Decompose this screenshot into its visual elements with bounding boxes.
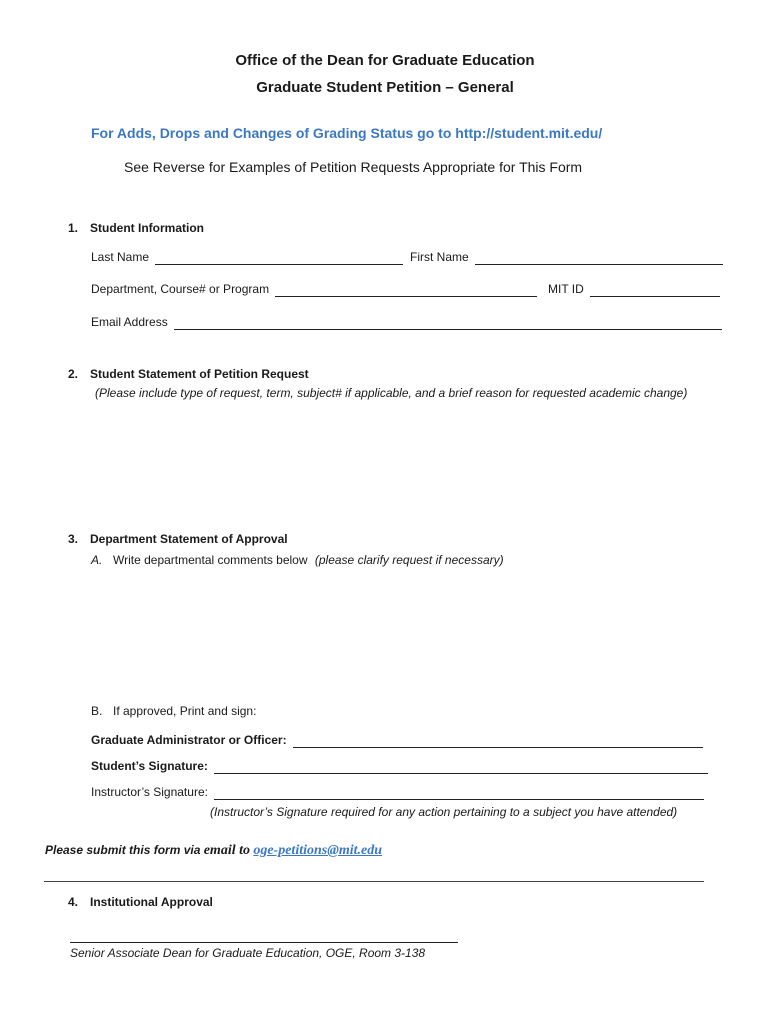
email-label: Email Address [91, 315, 168, 329]
section-1-heading [68, 221, 204, 235]
section-2-number: 2. [68, 367, 79, 381]
first-name-label: First Name [410, 250, 469, 264]
section-2-instructions: (Please include type of request, term, subject# if applicable, and a brief reason for requested academic change) [95, 386, 688, 400]
instructor-signature-field[interactable] [214, 786, 704, 800]
section-3-title: Department Statement of Approval [90, 532, 288, 546]
instructor-signature-label: Instructor’s Signature: [91, 785, 208, 799]
section-1-title: Student Information [90, 221, 204, 235]
student-signature-label: Student’s Signature: [91, 759, 208, 773]
department-comments-textarea[interactable] [91, 574, 725, 698]
submit-instructions [45, 843, 382, 859]
adds-drops-notice[interactable]: For Adds, Drops and Changes of Grading Status go to http://student.mit.edu/ [91, 125, 603, 141]
grad-admin-label: Graduate Administrator or Officer: [91, 733, 287, 747]
dean-signer-caption: Senior Associate Dean for Graduate Education, OGE, Room 3-138 [70, 946, 426, 960]
section-2-heading [68, 367, 309, 381]
student-signature-field[interactable] [214, 760, 708, 774]
section-3a-text: Write departmental comments below [113, 553, 308, 567]
section-3b-label: B. [91, 704, 103, 718]
form-title: Office of the Dean for Graduate Education [235, 52, 535, 69]
section-3a-row [91, 553, 504, 567]
dean-signature-line[interactable] [70, 942, 458, 943]
mit-id-field[interactable] [590, 283, 720, 297]
see-reverse-note: See Reverse for Examples of Petition Requests Appropriate for This Form [124, 159, 583, 175]
section-3a-label: A. [91, 553, 103, 567]
mit-id-label: MIT ID [548, 282, 584, 296]
petition-statement-textarea[interactable] [91, 406, 725, 522]
mit-id-row [548, 282, 720, 297]
email-field[interactable] [174, 316, 722, 330]
last-name-row [91, 250, 403, 265]
section-3-number: 3. [68, 532, 79, 546]
grad-admin-field[interactable] [293, 734, 703, 748]
instructor-signature-note: (Instructor’s Signature required for any action pertaining to a subject you have attended) [210, 805, 678, 819]
last-name-label: Last Name [91, 250, 150, 264]
section-3b-row [91, 704, 256, 718]
submit-email-link[interactable]: oge-petitions@mit.edu [253, 843, 383, 858]
email-row [91, 315, 722, 330]
section-3b-text: If approved, Print and sign: [113, 704, 257, 718]
submit-email-word: email to [203, 843, 250, 858]
grad-admin-row [91, 733, 703, 748]
first-name-row [410, 250, 723, 265]
section-1-number: 1. [68, 221, 79, 235]
section-3a-note: (please clarify request if necessary) [314, 553, 504, 567]
last-name-field[interactable] [155, 251, 403, 265]
submit-prefix: Please submit this form via [45, 843, 204, 857]
first-name-field[interactable] [475, 251, 723, 265]
section-4-title: Institutional Approval [90, 895, 213, 909]
department-row [91, 282, 537, 297]
section-4-number: 4. [68, 895, 79, 909]
section-3-heading [68, 532, 288, 546]
student-signature-row [91, 759, 708, 774]
section-divider [44, 881, 704, 882]
section-4-heading [68, 895, 213, 909]
form-subtitle: Graduate Student Petition – General [256, 79, 514, 96]
department-label: Department, Course# or Program [91, 282, 270, 296]
department-field[interactable] [275, 283, 537, 297]
instructor-signature-row [91, 785, 704, 800]
section-2-title: Student Statement of Petition Request [90, 367, 309, 381]
